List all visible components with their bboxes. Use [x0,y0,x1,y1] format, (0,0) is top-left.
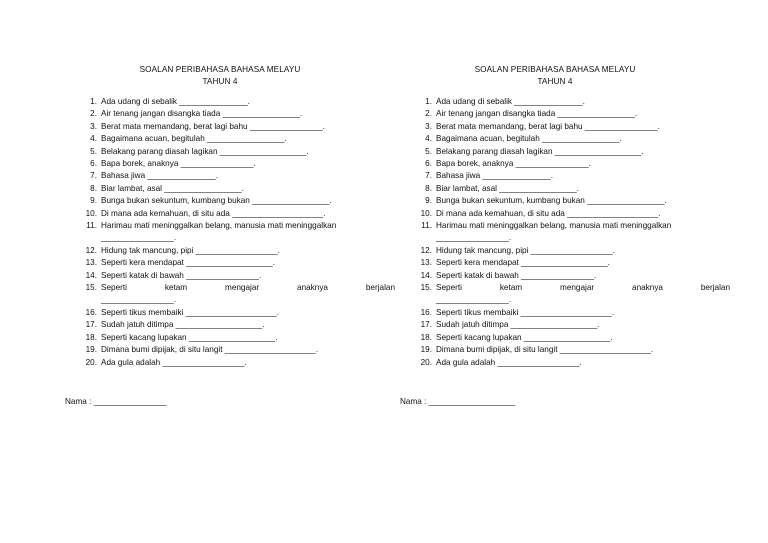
question-item [65,96,395,108]
question-text: Berat mata memandang, berat lagi bahu ________________. [101,121,325,131]
title-line-1: SOALAN PERIBAHASA BAHASA MELAYU [474,65,636,74]
question-item [400,319,730,331]
question-item [65,344,395,356]
question-item [400,257,730,269]
question-text: Air tenang jangan disangka tiada _________________. [101,109,303,119]
question-number: 15. [420,283,432,293]
question-item [400,282,730,307]
question-item [65,319,395,331]
question-text: Di mana ada kemahuan, di situ ada ____________________. [436,208,661,218]
question-text: Seperti katak di bawah ________________. [436,270,597,280]
question-item [65,108,395,120]
question-number: 12. [420,245,432,255]
question-item [65,257,395,269]
question-item [65,170,395,182]
question-number: 2. [90,109,97,119]
question-item [65,208,395,220]
question-number: 4. [425,134,432,144]
question-item [65,307,395,319]
question-text: Bunga bukan sekuntum, kumbang bukan _________________. [101,196,332,206]
question-item [400,307,730,319]
question-number: 16. [85,307,97,317]
question-answer-blank: ________________. [436,295,512,305]
question-item [65,282,395,307]
question-text: Berat mata memandang, berat lagi bahu ________________. [436,121,660,131]
question-text: Seperti kacang lupakan ___________________. [101,332,278,342]
worksheet-right [400,0,730,406]
question-item [400,208,730,220]
question-item [400,245,730,257]
question-text-line-1: Seperti ketam mengajar anaknya berjalan [436,283,730,293]
question-number: 18. [85,332,97,342]
question-text: Ada gula adalah __________________. [101,357,247,367]
question-text: Dimana bumi dipijak, di situ langit ____________________. [436,345,654,355]
question-number: 20. [85,357,97,367]
name-field: Nama : ___________________ [400,397,516,406]
question-number: 9. [90,196,97,206]
question-text: Ada gula adalah __________________. [436,357,582,367]
question-item [400,270,730,282]
question-number: 5. [90,146,97,156]
worksheet-title [65,64,375,88]
question-number: 17. [420,320,432,330]
question-item [400,158,730,170]
question-text: Bahasa jiwa _______________. [101,171,218,181]
question-text: Hidung tak mancung, pipi __________________. [101,245,280,255]
question-text: Bahasa jiwa _______________. [436,171,553,181]
question-number: 14. [420,270,432,280]
question-number: 3. [90,121,97,131]
worksheet-title [400,64,710,88]
question-item [65,220,395,245]
question-text: Biar lambat, asal _________________. [436,183,579,193]
question-number: 7. [90,171,97,181]
question-text-line-1: Harimau mati meninggalkan belang, manusia mati meninggalkan [436,221,672,231]
title-line-1: SOALAN PERIBAHASA BAHASA MELAYU [139,65,301,74]
question-item [400,220,730,245]
question-text [101,282,395,307]
question-number: 19. [85,345,97,355]
question-text-line-1: Harimau mati meninggalkan belang, manusia mati meninggalkan [101,221,337,231]
question-answer-blank: ________________. [101,233,177,243]
question-number: 6. [90,159,97,169]
question-text: Seperti kera mendapat ___________________. [101,258,275,268]
question-number: 17. [85,320,97,330]
question-text: Belakang parang diasah lagikan ___________________. [101,146,309,156]
question-number: 1. [425,97,432,106]
question-number: 10. [85,208,97,218]
question-number: 5. [425,146,432,156]
question-item [400,357,730,369]
question-number: 10. [420,208,432,218]
question-item [65,195,395,207]
question-item [400,332,730,344]
question-text: Bagaimana acuan, begitulah _________________. [436,134,622,144]
question-number: 12. [85,245,97,255]
question-text: Seperti katak di bawah ________________. [101,270,262,280]
question-item [400,344,730,356]
question-item [65,158,395,170]
name-field: Nama : ________________ [65,397,167,406]
question-text: Ada udang di sebalik _______________. [436,97,585,106]
question-text-line-1: Seperti ketam mengajar anaknya berjalan [101,283,395,293]
question-number: 19. [420,345,432,355]
question-item [400,121,730,133]
question-answer-blank: ________________. [101,295,177,305]
question-text: Biar lambat, asal _________________. [101,183,244,193]
question-item [400,133,730,145]
title-line-2: TAHUN 4 [202,77,238,86]
question-item [400,195,730,207]
question-text: Bunga bukan sekuntum, kumbang bukan _________________. [436,196,667,206]
question-number: 8. [425,183,432,193]
question-text: Sudah jatuh ditimpa ___________________. [101,320,265,330]
title-line-2: TAHUN 4 [537,77,573,86]
question-number: 13. [420,258,432,268]
question-number: 3. [425,121,432,131]
question-text: Sudah jatuh ditimpa ___________________. [436,320,600,330]
question-number: 13. [85,258,97,268]
question-item [65,357,395,369]
question-number: 16. [420,307,432,317]
question-number: 4. [90,134,97,144]
question-text: Ada udang di sebalik _______________. [101,97,250,106]
question-item [65,121,395,133]
question-number: 20. [420,357,432,367]
question-item [400,108,730,120]
question-item [400,183,730,195]
question-number: 6. [425,159,432,169]
question-text: Hidung tak mancung, pipi __________________. [436,245,615,255]
question-number: 7. [425,171,432,181]
question-text: Di mana ada kemahuan, di situ ada ____________________. [101,208,326,218]
question-number: 11. [421,221,432,231]
question-item [65,133,395,145]
question-text [436,220,730,245]
question-number: 11. [86,221,97,231]
question-number: 15. [85,283,97,293]
question-number: 2. [425,109,432,119]
question-number: 18. [420,332,432,342]
question-text: Dimana bumi dipijak, di situ langit ____________________. [101,345,319,355]
question-list [400,96,730,369]
question-number: 9. [425,196,432,206]
question-text [436,282,730,307]
question-item [65,332,395,344]
question-text: Seperti kacang lupakan ___________________. [436,332,613,342]
question-item [65,183,395,195]
question-item [65,270,395,282]
question-text: Seperti tikus membaiki ____________________. [436,307,614,317]
worksheet-left [65,0,395,406]
question-text [101,220,395,245]
question-text: Bapa borek, anaknya ________________. [101,159,256,169]
question-text: Belakang parang diasah lagikan ___________________. [436,146,644,156]
question-text: Bagaimana acuan, begitulah _________________. [101,134,287,144]
question-number: 14. [85,270,97,280]
question-number: 8. [90,183,97,193]
question-list [65,96,395,369]
question-text: Seperti kera mendapat ___________________. [436,258,610,268]
question-text: Air tenang jangan disangka tiada _________________. [436,109,638,119]
question-item [400,170,730,182]
question-item [65,245,395,257]
question-answer-blank: ________________. [436,233,512,243]
question-text: Bapa borek, anaknya ________________. [436,159,591,169]
question-number: 1. [90,97,97,106]
question-item [400,146,730,158]
question-text: Seperti tikus membaiki ____________________. [101,307,279,317]
question-item [65,146,395,158]
question-item [400,96,730,108]
